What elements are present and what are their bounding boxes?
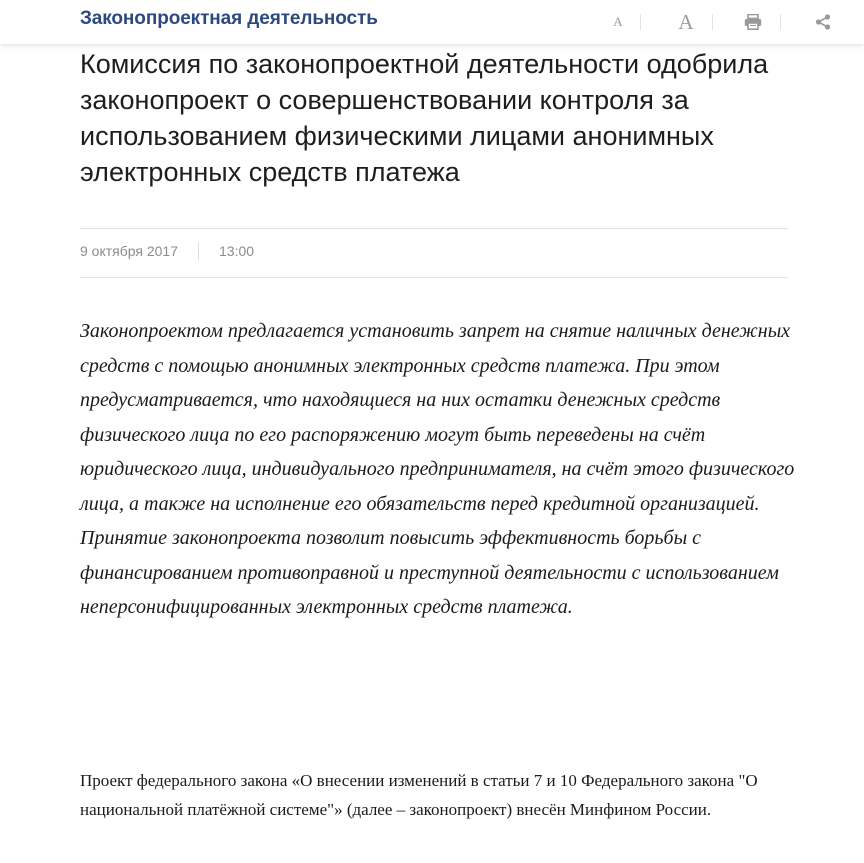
article-meta [80,242,254,260]
print-icon-graphic [744,14,762,30]
font-increase-icon[interactable]: A [678,9,694,34]
article-body: Проект федерального закона «О внесении изменений в статьи 7 и 10 Федерального закона "О национальной платёжной системе"» (далее – законопроект) внесён Минфином России. [80,771,758,819]
divider [712,14,713,30]
font-decrease-icon[interactable]: A [613,14,623,29]
print-icon[interactable] [742,0,764,44]
article-lead: Законопроектом предлагается установить запрет на снятие наличных денежных средств с помощью анонимных электронных средств платежа. При этом предусматривается, что находящиеся на них остатки денежных средств физического лица по его распоряжению могут быть переведены на счёт юридического лица, индивидуального предпринимателя, на счёт этого физического лица, а также на исполнение его обязательств перед кредитной организацией. Принятие законопроекта позволит повысить эффективность борьбы с финансированием противоправной и преступной деятельности с использованием неперсонифицированных электронных средств платежа. [80,320,795,618]
share-icon[interactable] [812,0,834,44]
meta-divider [198,242,199,260]
top-bar [0,0,864,44]
divider [640,14,641,30]
article-date: 9 октября 2017 [80,243,178,259]
divider-top [80,228,788,229]
share-icon-graphic [815,14,831,30]
divider [780,14,781,30]
section-title[interactable]: Законопроектная деятельность [80,8,378,29]
article-time: 13:00 [219,243,255,259]
divider-bottom [80,277,788,278]
article-title: Комиссия по законопроектной деятельности одобрила законопроект о совершенствовании контроля за использованием физическими лицами анонимных электронных средств платежа [80,49,769,187]
